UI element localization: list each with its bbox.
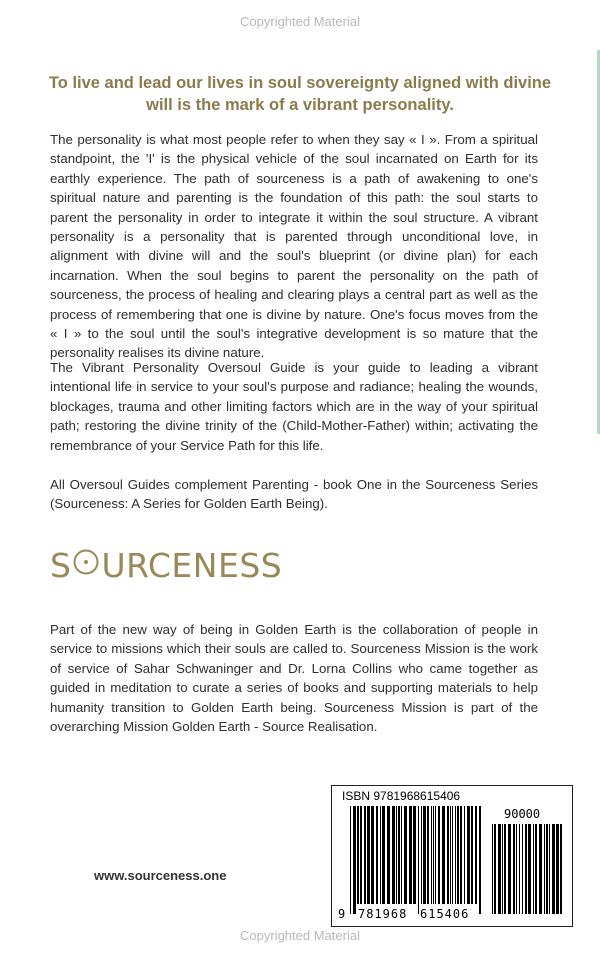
logo-text-prefix: S xyxy=(50,546,72,585)
watermark-top: Copyrighted Material xyxy=(240,14,360,29)
barcode-bar xyxy=(498,824,501,914)
barcode-bar xyxy=(442,806,445,904)
barcode-bar xyxy=(467,806,470,904)
barcode-bar xyxy=(353,806,356,914)
barcode-bar xyxy=(544,824,545,914)
barcode-bar xyxy=(435,806,436,904)
paragraph-series: All Oversoul Guides complement Parenting - book One in the Sourceness Series (Sourceness: A Series for Golden Earth Being). xyxy=(50,477,538,512)
barcode-bar xyxy=(433,806,434,904)
barcode-bar xyxy=(516,824,517,914)
barcode-bar xyxy=(401,806,402,904)
barcode-bar xyxy=(528,824,531,914)
barcode-bar xyxy=(371,806,374,904)
barcode-bar xyxy=(494,824,496,914)
barcode-bar xyxy=(464,806,465,904)
barcode-bar xyxy=(364,806,366,904)
sourceness-logo xyxy=(50,546,282,585)
barcode-bar xyxy=(421,806,422,904)
watermark-bottom: Copyrighted Material xyxy=(240,928,360,943)
barcode-bar xyxy=(447,806,449,904)
barcode-bar xyxy=(423,806,426,904)
barcode-bar xyxy=(479,806,481,914)
barcode-digits-left: 781968 xyxy=(358,907,408,921)
barcode-bar xyxy=(475,806,477,904)
isbn-label: ISBN 9781968615406 xyxy=(342,789,461,803)
barcode-bar xyxy=(387,806,390,904)
barcode-bar xyxy=(508,824,511,914)
barcode-bar xyxy=(525,824,527,914)
paragraph-mission: Part of the new way of being in Golden Earth is the collaboration of people in service to missions which their souls are called to. Sourceness Mission is the work of service of Sahar Schwaninger and Dr. Lorna Collins who came together as guided in meditation to curate a series of books and supporting materials to help humanity transition to Golden Earth being. Sourceness Mission is part of the overarching Mission Golden Earth - Source Realisation. xyxy=(50,622,538,735)
price-code: 90000 xyxy=(504,807,541,821)
barcode-bar xyxy=(357,806,359,904)
barcode-bar xyxy=(396,806,397,904)
barcode-bar xyxy=(552,824,555,914)
barcode-bar xyxy=(457,806,459,904)
barcode-bars-main xyxy=(350,806,481,914)
logo-text-suffix: URCENESS xyxy=(101,546,283,585)
barcode-bar xyxy=(522,824,523,914)
lead-quote: To live and lead our lives in soul sovereignty aligned with divine will is the mark of a vibrant personality. xyxy=(48,74,552,114)
barcode-bar xyxy=(450,806,451,904)
barcode-bar xyxy=(350,806,351,914)
barcode-bar xyxy=(546,824,548,914)
barcode-bars-addon xyxy=(492,824,562,914)
barcode-bar xyxy=(398,806,400,904)
barcode-bar xyxy=(438,806,440,904)
barcode-bar xyxy=(404,806,407,904)
barcode-bar xyxy=(380,806,381,904)
barcode-first-digit: 9 xyxy=(338,907,346,921)
barcode-bar xyxy=(452,806,453,904)
barcode-bar xyxy=(492,824,493,914)
barcode-bar xyxy=(382,806,385,904)
barcode-bar xyxy=(560,824,562,914)
barcode-bar xyxy=(409,806,412,904)
barcode-bar xyxy=(413,806,416,904)
barcode-bar xyxy=(427,806,429,904)
website-link[interactable]: www.sourceness.one xyxy=(94,868,227,883)
barcode-bar xyxy=(502,824,503,914)
barcode-bar xyxy=(539,824,542,914)
barcode-bar xyxy=(471,806,473,904)
sun-icon xyxy=(72,546,100,585)
barcode-bar xyxy=(367,806,370,904)
barcode-bar xyxy=(455,806,456,904)
barcode-bar xyxy=(376,806,378,904)
barcode-bar xyxy=(519,824,520,914)
barcode-digits-right: 615406 xyxy=(420,907,470,921)
isbn-barcode-box xyxy=(331,785,573,927)
barcode-bar xyxy=(549,824,550,914)
paragraph-personality: The personality is what most people refer to when they say « I ». From a spiritual standpoint, the 'I' is the physical vehicle of the soul incarnated on Earth for its earthly experience. The path of sourceness is a path of awakening to one's spiritual nature and parenting is the foundation of this path: the soul starts to parent the personality in order to integrate it within the soul structure. A vibrant personality is a personality that is parented through unconditional love, in alignment with divine will and the soul's blueprint (or divine plan) for each incarnation. When the soul begins to parent the personality on the path of sourceness, the process of healing and clearing plays a central part as well as the process of remembering that one is divine by nature. One's focus moves from the « I » to the soul until the soul's integrative development is so mature that the personality realises its divine nature. xyxy=(50,132,538,361)
paragraph-guide: The Vibrant Personality Oversoul Guide is your guide to leading a vibrant intentional life in service to your soul's purpose and radiance; healing the wounds, blockages, trauma and other limiting factors which are in the way of your spiritual path; restoring the divine trinity of the (Child-Mother-Father) within; activating the remembrance of your Service Path for this life. xyxy=(50,360,538,453)
barcode-bar xyxy=(535,824,537,914)
barcode-bar xyxy=(360,806,362,904)
barcode-bar xyxy=(533,824,534,914)
barcode-bar xyxy=(556,824,559,914)
barcode-bar xyxy=(504,824,506,914)
barcode-bar xyxy=(460,806,462,904)
barcode-bar xyxy=(392,806,395,904)
barcode-bar xyxy=(431,806,432,904)
barcode-bar xyxy=(418,806,419,914)
barcode-bar xyxy=(513,824,515,914)
